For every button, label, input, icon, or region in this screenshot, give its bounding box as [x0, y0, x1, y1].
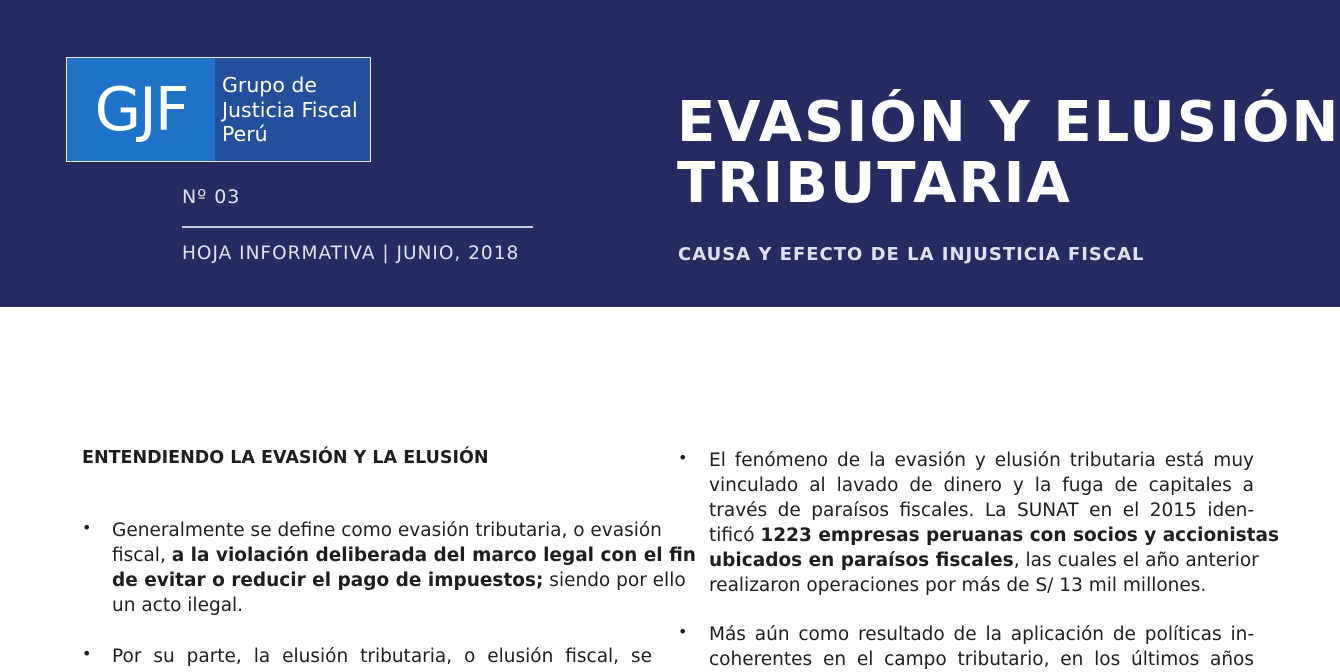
text-line: realizaron operaciones por más de S/ 13 mil millones.: [709, 575, 1207, 596]
gjf-logo: [66, 57, 371, 162]
text-line: un acto ilegal.: [112, 595, 244, 616]
bold-text: de evitar o reducir el pago de impuestos;: [112, 570, 544, 591]
text-line: El fenómeno de la evasión y elusión tributaria está muy: [709, 450, 1254, 471]
text-run: , las cuales el año anterior: [1013, 550, 1259, 571]
title-line-2: TRIBUTARIA: [677, 151, 1072, 216]
bold-text: 1223 empresas peruanas con socios y accionistas: [760, 525, 1280, 546]
text-run: fiscal,: [112, 545, 172, 566]
bullet-dot: •: [82, 644, 92, 663]
text-run: tificó: [709, 525, 761, 546]
section-heading: ENTENDIENDO LA EVASIÓN Y LA ELUSIÓN: [82, 448, 489, 468]
title-line-1: EVASIÓN Y ELUSIÓN: [677, 90, 1340, 155]
bullet-text: [112, 644, 652, 669]
logo-text: [215, 58, 370, 161]
bullet-dot: •: [678, 448, 688, 467]
header-banner: [0, 0, 1340, 307]
bold-text: ubicados en paraísos fiscales: [709, 550, 1014, 571]
text-line: Generalmente se define como evasión tributaria, o evasión: [112, 520, 662, 541]
logo-line-3: Perú: [222, 122, 268, 146]
text-run: siendo por ello: [543, 570, 686, 591]
text-line: [709, 548, 1259, 573]
publication-meta: HOJA INFORMATIVA | JUNIO, 2018: [182, 243, 520, 264]
bold-text: a la violación deliberada del marco legal con el fin: [171, 545, 696, 566]
text-line: Por su parte, la elusión tributaria, o elusión fiscal, se: [112, 646, 652, 667]
text-line: coherentes en el campo tributario, en los últimos años: [709, 649, 1254, 670]
logo-mark: GJF: [67, 58, 215, 161]
text-line: Más aún como resultado de la aplicación de políticas in-: [709, 624, 1254, 645]
bullet-text: [112, 518, 696, 618]
bullet-text: [709, 448, 1280, 598]
bullet-dot: •: [678, 622, 688, 641]
header-divider: [182, 226, 533, 228]
document-title: [677, 92, 1340, 214]
logo-line-1: Grupo de: [222, 73, 318, 97]
issue-number: Nº 03: [182, 186, 241, 208]
bullet-dot: •: [82, 518, 92, 537]
text-line: [709, 523, 1280, 548]
text-line: [112, 543, 696, 568]
document-subtitle: CAUSA Y EFECTO DE LA INJUSTICIA FISCAL: [678, 244, 1145, 265]
bullet-text: [709, 622, 1254, 672]
text-line: través de paraísos fiscales. La SUNAT en el 2015 iden-: [709, 500, 1254, 521]
text-line: [112, 568, 686, 593]
text-line: vinculado al lavado de dinero y la fuga de capitales a: [709, 475, 1254, 496]
logo-line-2: Justicia Fiscal: [222, 97, 358, 122]
